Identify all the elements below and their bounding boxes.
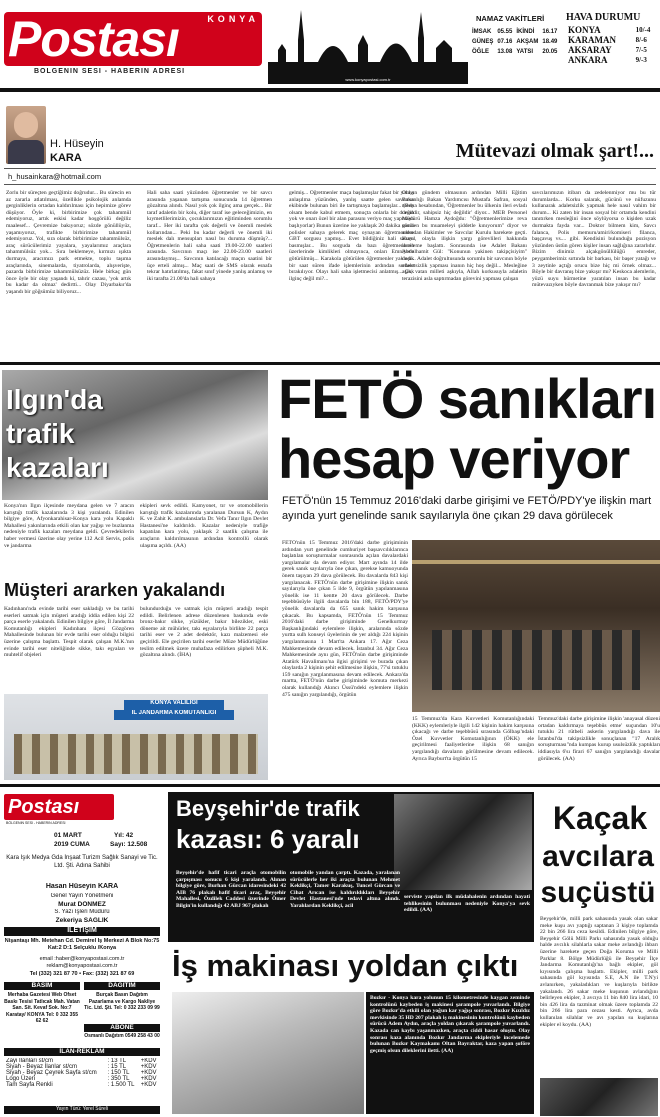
ads-cell: Zayi İlanları st/cm [6, 1058, 54, 1064]
weather-temp: 7/-5 [635, 46, 647, 54]
author-first: H. Hüseyin [50, 138, 104, 150]
beysehir-text-3: serviste yapılan ilk müdahalenin ardından hayati tehlikesinin bulunması nedeniyle Konya'ya sevk edildi. (AA) [404, 894, 530, 914]
column-text-5: savcılarımızın itibarı da zedelenmiyor mu bu tür durumlarda... Korku salarak, gücünü ve nüfuzunu kullanarak adaletsizlik yapmak hele nasıl vahim bir durum... Ki zaten bir insan sosyal bir ortamda kendini tanıtırken mesleğini önce söylüyorsa o kişiden uzak durmakta fayda var... Doktor bilmem kim, Savcı falanca, Polis memuru/amiri/komiseri filanca, başçavuş vs.... gibi. Kendisini bulunduğu pozisyon yüzünden üstün gören kişiler insan sağlığına zararlıdır. Bizim dinimiz alçakgönüllülüğü emreder, peygamberimiz sırtında bir barkası, bir başer yatağı ve 3 zeytinle açtığı orucu bize hiç mi örnek olmaz... Böyle bir davranış bize yakışır mı? Keskoca alemlerin, yüzü suyu hürmetine yaratılan insan bu kadar mütevazıyken böyle davranmak bize yakışır mı? [532, 190, 656, 289]
ads-header: İLAN-REKLAM [4, 1048, 160, 1056]
print-header: BASIM [4, 982, 80, 990]
imprint-issue: Sayı: 12.508 [110, 841, 148, 848]
ads-cell: +KDV [140, 1064, 157, 1070]
imprint-gm-label: Genel Yayın Yönetmeni [50, 893, 114, 899]
is-makinasi-title: İş makinası yoldan çıktı [172, 948, 519, 983]
musteri-text-2: bulundurduğu ve satmak için müşteri aradığı tespit edildi. Belirlenen adrese düzenlenen baskında evde bronz-bakır sikke, yüzükler, bakır bilezikler, eski döneme ait mühürler, takı eşyalarıyla birlikte 22 parça tarihi eser ve 2 adet dedektör, kazı malzemesi ele geçirildi. Ele geçirilen tarihi eserler Müze Müdürlüğüne teslim edilmek üzere muhafaza edilirken şüpheli M.K. gözaltına alındı. (İHA) [140, 606, 268, 659]
ads-table [4, 1058, 160, 1088]
imprint [2, 790, 162, 1117]
weather [566, 12, 660, 80]
sub-header: ABONE [84, 1024, 160, 1032]
imprint-owner: Hasan Hüseyin KARA [45, 883, 119, 890]
musteri-photo [4, 694, 268, 780]
ads-cell: Tam Sayfa Renkli [6, 1082, 53, 1088]
masthead-url[interactable]: www.konyapostasi.com.tr [345, 77, 391, 82]
feto-photo [412, 540, 660, 712]
imprint-ed: Zekeriya SAĞLIK [55, 917, 109, 924]
contact-header: İLETİŞİM [4, 927, 160, 936]
prayer-cell: 07.16 [497, 39, 513, 45]
kacak-title-2: avcılara [542, 840, 654, 873]
logo-slogan: BÖLGENİN SESİ - HABERİN ADRESİ [34, 68, 186, 75]
section-rule [0, 362, 660, 365]
beysehir-photo [394, 794, 532, 890]
prayer-title: NAMAZ VAKİTLERİ [476, 14, 545, 23]
imprint-day: 2019 CUMA [54, 841, 90, 848]
beysehir-text-2: otomobile yandan çarptı. Kazada, yaralanan sürücülerle her iki araçta bulunan Mehmet Keklikçi, Tamer Karakuş, Tuncel Gürcan ve Cihat Arıcan ise kaldırıldıkları Beyşehir Devlet Hastanesi'nde tedavi altına alındı. Yaralılardan Keklikçi, acil [290, 870, 400, 909]
weather-temp: 8/-6 [635, 36, 647, 44]
musteri-banner-2: İL JANDARMA KOMUTANLIĞI [114, 710, 234, 720]
imprint-logo-text: Postası [8, 796, 80, 818]
logo[interactable] [4, 8, 262, 80]
ads-cell: +KDV [140, 1082, 157, 1088]
column-text-3: gelmiş... Öğretmenler maça başlamışlar fakat bir yanlış anlaşılma yüzünden, yanlış saatte gelen savcının ekibinde bulunan biri ile tartışmaya başlamışlar... (Ben olsam bende kabul etmem, sonuçta onlarla bir durum yok ve onarı özel bir alan parasını veriyo maç yapmaya başlıyorlar) Bunun üzerine ise yaklaşık 20 dakika sonra polisler sahaya gelerek maç oynayan öğretmenlere GBT sorgusu yapmış... Evet bildiğiniz hali sahayı basmışlar... Bu sorguda da bazı öğretmenlerin üzerlerinde kimlikleri olmayınca, onları Emniyet'e götürülmüş... Karakola götürülen öğretmenler yaklaşık bir saat süren ifade işlemlerinin ardından serbest bırakılıyor. Olayı hali saha işletmecisi anlatmış... Çok ilginç değil mi?... [289, 190, 414, 282]
ads-cell: : 1.500 TL [107, 1082, 135, 1088]
section-rule-2 [0, 784, 660, 787]
beysehir-block [168, 792, 534, 942]
feto-deck: FETÖ'nün 15 Temmuz 2016'daki darbe girişimi ve FETÖ/PDY'ye ilişkin mart ayında yurt genelinde sanık sayılarıyla öne çıkan 29 dava görülecek [282, 495, 652, 522]
ads-cell: +KDV [140, 1058, 157, 1064]
imprint-address: Nişantaşı Mh. Metehan Cd. Demirel İş Merkezi A Blok No:75 Kat:2 D:1 Selçuklu /Konya [4, 938, 160, 951]
prayer-cell: İMSAK [472, 29, 492, 35]
imprint-company: Kara Işık Medya Gda İnşaat Turizm Sağlık Sanayi ve Tic. Ltd. Şti. Adına Sahibi [6, 855, 158, 869]
logo-text: Postası [8, 11, 179, 67]
ads-cell: +KDV [140, 1070, 157, 1076]
ads-row [4, 1082, 160, 1088]
feto-title-2: hesap veriyor [278, 428, 630, 490]
imprint-email[interactable]: email :haber@konyapostasi.com.tr [39, 956, 125, 962]
ilgin-title-1: Ilgın'da [6, 384, 103, 415]
weather-title: HAVA DURUMU [566, 12, 641, 23]
imprint-tel: Tel (332) 321 87 70 • Fax: (332) 321 87 69 [29, 971, 135, 977]
beysehir-title-1: Beyşehir'de trafik [176, 796, 360, 821]
is-makinasi-block [366, 992, 534, 1114]
prayer-cell: 13.08 [497, 49, 513, 55]
prayer-table [470, 27, 559, 57]
prayer-cell: YATSI [516, 49, 534, 55]
ilgin-text-2: ekipleri sevk edildi. Kamyonet, tır ve otomobillerin karıştığı trafik kazalarında yaralanan Dursun K, Aydın K. ve Zahit K. ambulanslarla Dr. Vefa Tanır Ilgın Devlet Hastanesi'ne kaldırıldı. Kazalar nedeniyle trafiğe kapatılan kara yolu, yaklaşık 2 saatlik çalışma ile araçların kaldırılmasının ardından kontrollü olarak ulaşıma açıldı. (AA) [140, 503, 268, 549]
weather-temp: 10/-4 [635, 26, 651, 34]
ads-cell: +KDV [140, 1076, 157, 1082]
kacak-text: Beyşehir'de, milli park sahasında yasak olan sakar meke kuşu avı yaptığı saptanan 3 kişiye toplamda 22 bin 266 lira ceza kesildi. Edinilen bilgiye göre, Beyşehir Gölü Milli Parkı sahasında yasak olduğu halde avcılık silahlarla sakar meke avlandığı ihbarı üzerine harekete geçen Doğa Koruma ve Milli Parklar 8. Bölge Müdürlüğü ile Beyşehir İlçe Jandarma Komutanlığı'na bağlı ekipler, göl kıyısında çalışma başlattı. Ekipler, milli park sahasında göl kıyısında S.E, A.N ile T.N'yi avlanırken, yakaladıkları ve kuşlarıyla birlikte yakalandı. 26 sakar meke kuşunun avlandığını belirleyen ekipler, 3 avcıya 11 bin 840 lira idari, 10 bin 426 lira da tazminat olmak üzere toplamda 22 bin 266 lira para cezası kesti. Ayrıca, avda kullanılan silahlar ve avı yapılan su kuşlarına ekipler el koydu. (AA) [540, 916, 658, 1028]
ads-cell: : 150 TL [107, 1070, 130, 1076]
ilgin-text-1: Konya'nın Ilgın ilçesinde meydana gelen ve 7 aracın karıştığı trafik kazalarında 3 kişi yaralandı. Edinilen bilgiye göre, Afyonkarahisar-Konya kara yolu Kapaklı Mahallesi yakınlarında etkili olan kar yağışı ve buzlanma nedeniyle trafik kazaları meydana geldi. Çevredekilerin haber vermesi üzerine olay yerine 112 Acil Servis, polis ve jandarma [4, 503, 134, 549]
is-makinasi-text: Bozkır - Konya kara yolunun 15 kilometresinde kaygan zeminde kontrolünü kaybeden iş makinesi şarampole yuvarlandı. Bilgiye göre Bozkır'da etkili olan yoğun kar yağışı sonrası, Bozkır Kızıldız mevkisinde 35 HD 207 plakalı iş makinesinin kontrolünü kaybeden sürücü Adem Aydın, araçla yoldan çıkarak şarampole yuvarlandı. Kazada can kaybı yaşanmazken, araçta ciddi hasar oluştu. Olay sonrası kaza alanında Bozkır Jandarma ekipleriyle incelemede bulunan Bozkır Kaymakamı Oltan Bayraktar, kaza yapan şoföre geçmiş olsun dileklerini iletti. (AA) [370, 995, 530, 1054]
skyline-graphic [268, 0, 468, 84]
prayer-cell: AKŞAM [516, 39, 539, 45]
author-photo [6, 106, 46, 164]
prayer-cell: GÜNEŞ [472, 39, 494, 45]
ads-cell: : 350 TL [107, 1076, 130, 1082]
ads-cell: : 13 TL [107, 1058, 127, 1064]
column-text-2: Hali saha saati yüzünden öğretmenler ve bir savcı arasında yaşanan tartışma sonucunda 14 öğretmen gözaltına alındı. Nasıl yok çok ilginç ama gerçek... Bir taraf adaletin bir kolu, diğer taraf ise geleceğimizin, en kıymetlilerimizin, çocuklarımızın eğitiminden sorumlu taraf... Her iki tarafta çok değerli ve önemli meslek kollarından... Peki bu kadar değerli ve önemli iki meslek dalı mensupları nasıl bu duruma düşmüş?... Öğretmenlerin hali saha saati 19.00-22.00 saatleri arasında. Savcının maçı ise 22.00-23.00 saatleri arasındaymış... Savcının katılacağı maçın saatini bir üçe erteli almış... Maç saati de SMS olarak esnafa tekrar hatırlatılmış, fakat sınıf yinede yanlış anlamış ve iki tarafta 21.00'da hali sahaya [147, 190, 272, 282]
beysehir-title-2: kazası: 6 yaralı [176, 824, 360, 854]
kacak-title-1: Kaçak [552, 800, 648, 836]
opinion-column [4, 100, 660, 360]
imprint-gm: Murat DÖNMEZ [58, 901, 106, 908]
weather-city: KARAMAN [568, 35, 616, 45]
column-rule [4, 168, 656, 169]
beysehir-text-1: Beyşehir'de hafif ticari araçla otomobilin çarpışması sonucu 6 kişi yaralandı. Alınan bilgiye göre, Burhan Gürcan idaresindeki 42 AIB 76 plakalı hafif ticari araç, Beyşehir Mahallesi, Özdilek Caddesi üzerinde Ömer Bilgin'in kullandığı 42 ABJ 967 plakalı [176, 870, 286, 909]
prayer-cell: İKİNDİ [516, 29, 535, 35]
prayer-cell: 20.05 [542, 49, 558, 55]
imprint-date: 01 MART [54, 832, 82, 839]
sub-text: Osmanlı Dağıtım 0549 258 43 00 [84, 1033, 160, 1039]
print-text: Merhaba Gazetesi Web Ofset Baskı Tesisi Tatlıcak Mah. Vatan San. Sit. Kevaf Sok. No:7 Karatay/ KONYA Tel: 0 332 355 62 62 [4, 992, 80, 1024]
imprint-slogan: BÖLGENİN SESİ - HABERİN ADRESİ [6, 821, 66, 825]
column-text-4: Olayın gündem olmasının ardından Milli Eğitim Bakanlığı Bakan Yardımcısı Mustafa Safran, sosyal medya hesabından, 'Öğretmenler bu ülkenin ileri evladı değildir, sahipsiz hiç değildir' diyor... MEB Personel Müdürü Hamza Aydoğdu: "Öğretmenlerimize reva görülen bu muameleyi şiddetle kınıyorum" diyor ve ardından Hakimler ve Savcılar Kurulu harekete geçti. Kurul, olayla ilişkin yargı görevlileri hakkında inceleme başlattı. Sonrasında ise Adalet Bakanı Abdulhamit Gül: "Konunun yakinen takipçisiyim" dedi... Adalet doğrultusunda sorumlu bir savcının böyle adaletsizlik yapması inanın hiç hoş değil... Mesleğine aşık, vatan milleti aşkıyla, Allah korkusuyla adaletin terazisini asla saptırmadan görevini yapması çalışan [402, 190, 527, 282]
kacak-photo [540, 1078, 658, 1116]
ilgin-title-2: trafik [6, 418, 75, 449]
imprint-logo [4, 794, 114, 820]
feto-body: FETÖ'nün 15 Temmuz 2016'daki darbe girişiminin ardından yurt genelinde cumhuriyet başsavcılıklarınca başlatılan soruşturmalar sonrasında açılan davalardaki yargılamalar da devam ediyor. Mart ayında 14 ilde gerek sanık sayılarıyla öne çıkan, gerekse kamuoyunda önem taşıyan 29 dava görülecek. Bu davalarda 843 kişi yargılanacak. FETÖ'nün darbe girişimine ilişkin sanık sayılarıyla öne çıkan 5 ilde 9, örgütün yapılanmasına yönelik ise 11 kentte 20 dava görülecek. Darbe teşebbüsüyle ilgili davalarda bin 188, FETÖ/PDY'ye yönelik davalarda da 655 sanık hakim karşısına çıkacak. Bu kapsamda, FETÖ'nün 15 Temmuz 2016'daki darbe girişiminde Genelkurmay Başkanlığındaki eylemlere ilişkin, aralarında sözde yurtta sulh konseyi üyelerinin de yer aldığı 224 kişinin yargılanmasına 1 Mart'ta Ankara 17. Ağır Ceza Mahkemesinde devam edilecek. İstanbul 34. Ağır Ceza Mahkemesinde aynı gün, FETÖ'nün darbe girişiminde Atatürk Havalimanı'na ilgisi girişimi ve burada çıkan olaylarda 2 kişinin şehit edilmesine ilişkin, 77'si tutuklu 159 sanığın yargılanmasına devam edilecek. Ankara'da martta, FETÖ'nün darbe girişiminde komuta merkezi olarak kullandığı Akıncı Üssü'ndeki eylemlere ilişkin 475 sanığın yargılandığı, örgütün [282, 540, 408, 698]
ads-cell: : 15 TL [107, 1064, 127, 1070]
author-last: KARA [50, 152, 82, 164]
column-title: Mütevazi olmak şart!... [455, 140, 654, 162]
author-email[interactable]: h_husainkara@hotmail.com [8, 172, 102, 181]
masthead [0, 0, 660, 95]
ads-cell: Siyah - Beyaz Çeyrek Sayfa st/cm [6, 1070, 97, 1076]
feto-title-1: FETÖ sanıkları [278, 368, 657, 430]
ads-cell: Logo Üzeri [6, 1076, 36, 1082]
feto-caption-1: 15 Temmuz'da Kara Kuvvetleri Komutanlığındaki (KKK) eylemleriyle ilgili 142 kişinin hakim karşısına çıkacağı ve darbe teşebbüsü sırasında Gölbaşı'ndaki Özel Kuvvetler Komutanlığının (ÖKK) ele geçirilmesi faaliyetlerine ilişkin 68 sanığın yargılandığı davaların görülmesine devam edilecek. Ayrıca Bayburt'ta örgütün 15 [412, 716, 534, 762]
weather-table [566, 25, 658, 65]
musteri-banner-1: KONYA VALİLİĞİ [124, 700, 224, 710]
column-text-1: Zorlu bir süreçten geçtiğimiz doğrudur... Bu sürecin en az zararla atlatılması, özellikle psikolojik anlamda gerginliklerin ortadan kaldırılması için hepimize görev düşüyor. Öyle ki, birbirimize çok tahammül edemiyoruz, artık eskisi kadar hoşgörülü değiliz maalesef... Çevremize bakıyoruz; sözde gönüllüyüz, yaşamıyoruz, trafikte birbirimize tahammül edemiyoruz. Yol, sıra olarak birbirimize tahammülsüz, araç sürücülerimiz yayalara, yayalarımız araçlara tahammülsüz yok... Sıra beklemeye, kırmızı ışıkta durmaya, aracımızı park etmekte, toplu taşıma araçlarında, sinemalarda, tiyatrolarda, alışverişte, pazarda birbirimize tahammülsüzüz. Hele birkaç gün önce öyle bir olay yaşandı ki, tahrir cazası, 'yok artık bu kadar da olmaz' dedirtti... Olay Diyarbakır'da yaşandı bir göğsümüz biliyoruz... [6, 190, 131, 295]
prayer-cell: ÖĞLE [472, 49, 490, 55]
prayer-cell: 18.49 [542, 39, 558, 45]
ilgin-photo [2, 370, 268, 500]
imprint-year: Yıl: 42 [114, 832, 134, 839]
feto-caption-2: Temmuz'daki darbe girişimine ilişkin 'anayasal düzeni ortadan kaldırmaya teşebbüs etme' suçundan 10'u tutuklu 21 rütbeli askerin yargılandığı dava ile İstanbul'da takipsizlikle sonuçlanan "17 Aralık soruşturması"nda kumpas kurup usulsüzlük yaptıkları iddiasıyla 6'sı firari 67 sanığın yargılandığı davalar görülecek. (AA) [538, 716, 660, 762]
musteri-text-1: Kadınhanı'nda evinde tarihi eser sakladığı ve bu tarihi eserleri satmak için müşteri aradığı iddia edilen kişi 22 parça eserle yakalandı. Edinilen bilgiye göre, İl Jandarma Komutanlığı ekipleri Kadınhanı ilçesi Gözgören Mahallesinde bulunan bir evde tarihi eser olduğu bilgisi üzerine çalışma başlattı. Tespit olarak çalışan M.K.'nın evinde tarihi eser niteliğinde sikke, takı eşyaları ve muhtelif objeleri [4, 606, 134, 659]
weather-temp: 9/-3 [635, 56, 647, 64]
logo-city: KONYA [207, 14, 259, 24]
is-makinasi-photo [172, 992, 364, 1114]
dist-text: Burçak Basın Dağıtım Pazarlama ve Kargo Nakliye Tic. Ltd. Şti. Tel: 0 332 233 09 99 [84, 992, 160, 1011]
kacak-title-3: suçüstü [540, 876, 656, 909]
imprint-footer: Yayın Türü: Yerel Süreli [4, 1106, 160, 1114]
prayer-cell: 16.17 [542, 29, 558, 35]
musteri-title: Müşteri ararken yakalandı [4, 580, 226, 600]
weather-city: KONYA [568, 25, 601, 35]
dist-header: DAĞITIM [84, 982, 160, 990]
weather-city: AKSARAY [568, 45, 612, 55]
prayer-cell: 05.55 [497, 29, 513, 35]
ads-cell: Siyah - Beyaz İlanlar st/cm [6, 1064, 78, 1070]
prayer-times [470, 14, 564, 78]
ilgin-title-3: kazaları [6, 452, 109, 483]
column-rule-2 [4, 184, 656, 185]
weather-city: ANKARA [568, 55, 608, 65]
imprint-email-2[interactable]: reklam@konyapostasi.com.tr [46, 963, 118, 969]
masthead-rule [0, 88, 660, 92]
imprint-ed-label: S. Yazı İşleri Müdürü [54, 909, 110, 915]
